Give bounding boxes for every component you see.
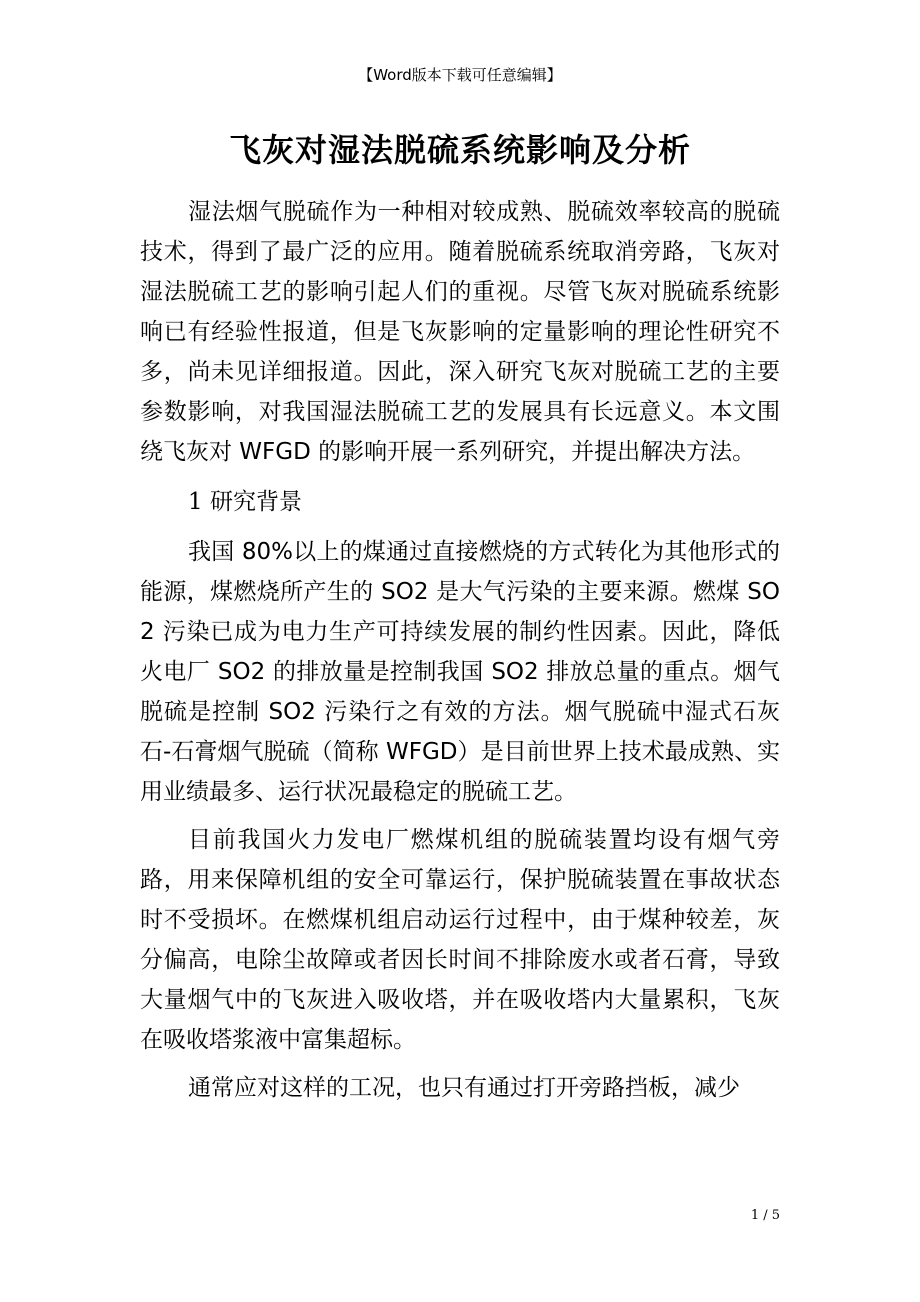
document-title: 飞灰对湿法脱硫系统影响及分析 xyxy=(228,131,691,169)
section-heading: 1 研究背景 xyxy=(188,489,302,515)
paragraph-bypass: 目前我国火力发电厂燃煤机组的脱硫装置均设有烟气旁路，用来保障机组的安全可靠运行，保护脱硫装置在事故状态时不受损坏。在燃煤机组启动运行过程中，由于煤种较差，灰分偏高，电除尘故障或者因长时间不排除废水或者石膏，导致大量烟气中的飞灰进入吸收塔，并在吸收塔内大量累积，飞灰在吸收塔浆液中富集超标。 xyxy=(140,827,780,1053)
page-number: 1 / 5 xyxy=(750,1208,780,1223)
paragraph-conditions: 通常应对这样的工况，也只有通过打开旁路挡板，减少 xyxy=(188,1075,740,1101)
paragraph-intro: 湿法烟气脱硫作为一种相对较成熟、脱硫效率较高的脱硫技术，得到了最广泛的应用。随着脱硫系统取消旁路，飞灰对湿法脱硫工艺的影响引起人们的重视。尽管飞灰对脱硫系统影响已有经验性报道，但是飞灰影响的定量影响的理论性研究不多，尚未见详细报道。因此，深入研究飞灰对脱硫工艺的主要参数影响，对我国湿法脱硫工艺的发展具有长远意义。本文围绕飞灰对 WFGD 的影响开展一系列研究，并提出解决方法。 xyxy=(140,199,780,465)
document-body xyxy=(140,192,780,1108)
paragraph-background: 我国 80%以上的煤通过直接燃烧的方式转化为其他形式的能源，煤燃烧所产生的 SO2 是大气污染的主要来源。燃煤 SO2 污染已成为电力生产可持续发展的制约性因素。因此，降低火电厂 SO2 的排放量是控制我国 SO2 排放总量的重点。烟气脱硫是控制 SO2 污染行之有效的方法。烟气脱硫中湿式石灰石-石膏烟气脱硫（简称 WFGD）是目前世界上技术最成熟、实用业绩最多、运行状况最稳定的脱硫工艺。 xyxy=(140,539,780,805)
document-header-banner: 【Word版本下载可任意编辑】 xyxy=(358,66,562,84)
